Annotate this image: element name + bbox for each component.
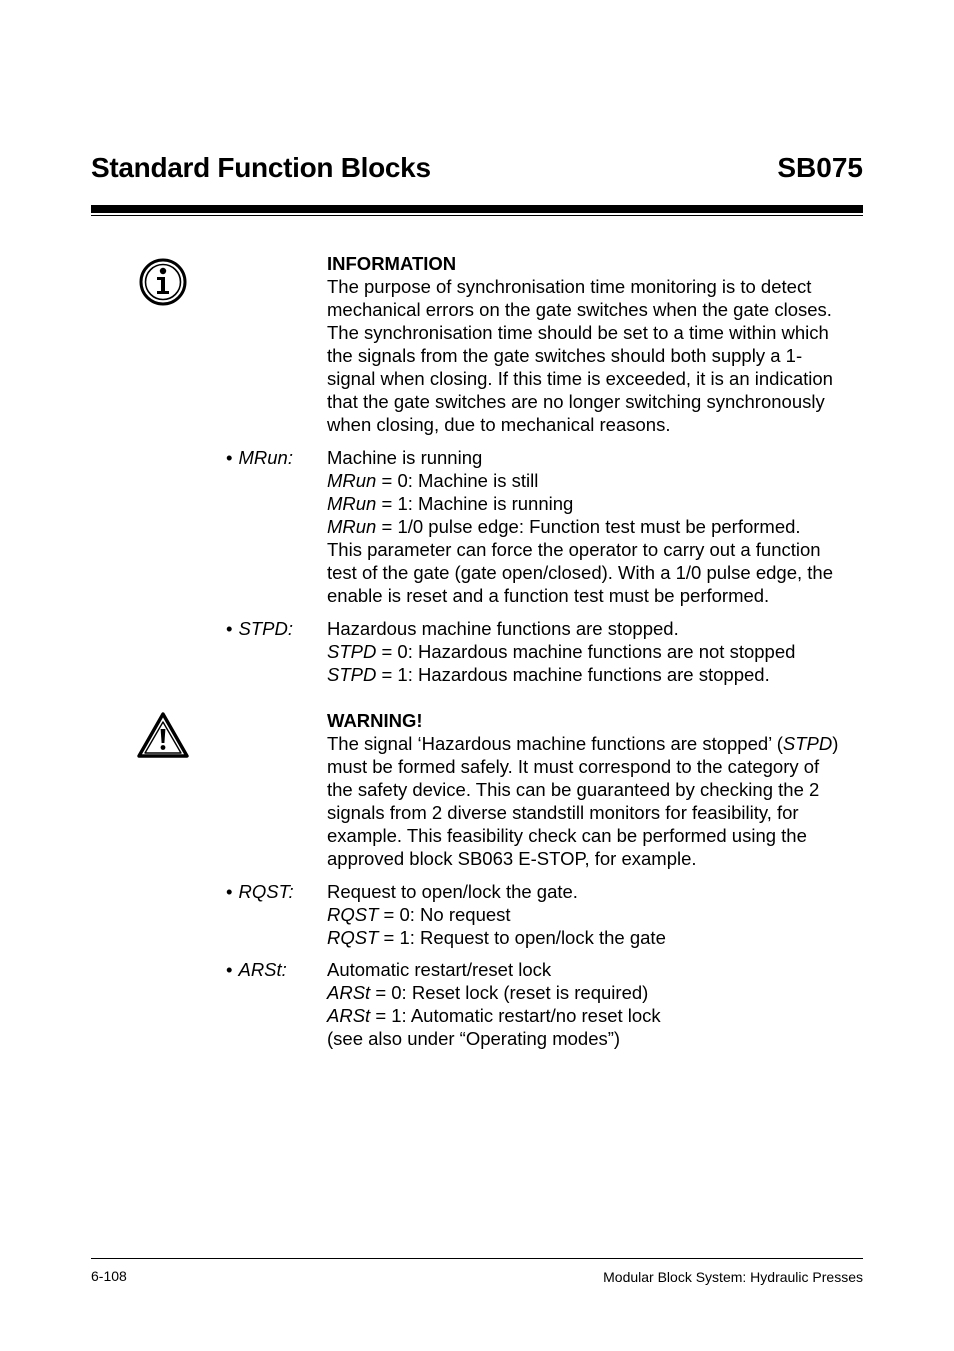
header-rule-thick bbox=[91, 205, 863, 213]
param-value bbox=[327, 1004, 867, 1027]
param-value bbox=[327, 663, 867, 686]
page-number: 6-108 bbox=[91, 1268, 127, 1284]
param-desc: Machine is running bbox=[327, 447, 483, 468]
param-value bbox=[327, 469, 867, 492]
param-value-text: = 1: Request to open/lock the gate bbox=[378, 927, 666, 948]
param-symbol: STPD bbox=[327, 664, 377, 685]
param-note: test of the gate (gate open/closed). With a 1/0 pulse edge, the bbox=[327, 562, 833, 583]
param-note: This parameter can force the operator to carry out a function bbox=[327, 539, 821, 560]
warning-heading: WARNING! bbox=[327, 710, 423, 731]
param-name: RQST: bbox=[238, 881, 294, 902]
param-symbol: MRun bbox=[327, 516, 377, 537]
info-line: The purpose of synchronisation time monitoring is to detect bbox=[327, 276, 812, 297]
param-symbol: ARSt bbox=[327, 1005, 371, 1026]
param-value bbox=[327, 515, 867, 538]
param-value-text: = 1: Machine is running bbox=[376, 493, 574, 514]
warning-symbol: STPD bbox=[782, 733, 833, 754]
param-symbol: MRun bbox=[327, 470, 377, 491]
param-value bbox=[327, 640, 867, 663]
param-block-rqst bbox=[327, 880, 867, 949]
bullet: • bbox=[226, 881, 233, 902]
param-value-text: = 0: Hazardous machine functions are not stopped bbox=[376, 641, 796, 662]
info-icon bbox=[136, 255, 190, 309]
warning-text: ) bbox=[832, 733, 839, 754]
page-title: Standard Function Blocks bbox=[91, 152, 431, 183]
param-value-text: = 1/0 pulse edge: Function test must be performed. bbox=[376, 516, 801, 537]
bullet: • bbox=[226, 618, 233, 639]
param-symbol: STPD bbox=[327, 641, 377, 662]
param-value-text: = 1: Automatic restart/no reset lock bbox=[370, 1005, 661, 1026]
block-code: SB075 bbox=[777, 152, 863, 183]
param-note: (see also under “Operating modes”) bbox=[327, 1028, 621, 1049]
param-block-arst bbox=[327, 958, 867, 1050]
param-name: ARSt: bbox=[238, 959, 287, 980]
param-value-text: = 0: Reset lock (reset is required) bbox=[370, 982, 649, 1003]
param-symbol: RQST bbox=[327, 927, 379, 948]
param-desc: Automatic restart/reset lock bbox=[327, 959, 552, 980]
param-symbol: RQST bbox=[327, 904, 379, 925]
info-line: that the gate switches are no longer switching synchronously bbox=[327, 391, 825, 412]
info-heading: INFORMATION bbox=[327, 253, 457, 274]
param-value-text: = 1: Hazardous machine functions are stopped. bbox=[376, 664, 770, 685]
param-value-text: = 0: No request bbox=[378, 904, 511, 925]
param-block-mrun bbox=[327, 446, 867, 607]
param-label-stpd bbox=[226, 617, 293, 640]
warning-line: the safety device. This can be guaranteed by checking the 2 bbox=[327, 779, 820, 800]
param-value bbox=[327, 981, 867, 1004]
param-block-stpd bbox=[327, 617, 867, 686]
warning-line: must be formed safely. It must correspond to the category of bbox=[327, 756, 820, 777]
param-name: MRun: bbox=[238, 447, 293, 468]
param-value bbox=[327, 926, 867, 949]
warning-line: approved block SB063 E-STOP, for example. bbox=[327, 848, 697, 869]
warning-line: example. This feasibility check can be performed using the bbox=[327, 825, 807, 846]
param-value bbox=[327, 492, 867, 515]
param-symbol: MRun bbox=[327, 493, 377, 514]
param-label-rqst bbox=[226, 880, 294, 903]
header-rule-thin bbox=[91, 215, 863, 216]
info-line: the signals from the gate switches should both supply a 1- bbox=[327, 345, 803, 366]
warning-line: signals from 2 diverse standstill monitors for feasibility, for bbox=[327, 802, 799, 823]
warning-block bbox=[327, 709, 867, 870]
info-line: signal when closing. If this time is exceeded, it is an indication bbox=[327, 368, 833, 389]
param-label-mrun bbox=[226, 446, 293, 469]
warning-text: The signal ‘Hazardous machine functions are stopped’ ( bbox=[327, 733, 783, 754]
page-header bbox=[91, 152, 863, 192]
info-line: The synchronisation time should be set to a time within which bbox=[327, 322, 829, 343]
info-line: mechanical errors on the gate switches when the gate closes. bbox=[327, 299, 832, 320]
footer-rule bbox=[91, 1258, 863, 1259]
info-line: when closing, due to mechanical reasons. bbox=[327, 414, 671, 435]
param-symbol: ARSt bbox=[327, 982, 371, 1003]
param-desc: Request to open/lock the gate. bbox=[327, 881, 578, 902]
warning-icon bbox=[136, 710, 190, 764]
bullet: • bbox=[226, 959, 233, 980]
document-title: Modular Block System: Hydraulic Presses bbox=[603, 1269, 863, 1285]
info-block bbox=[327, 252, 867, 436]
param-value bbox=[327, 903, 867, 926]
param-note: enable is reset and a function test must be performed. bbox=[327, 585, 770, 606]
param-label-arst bbox=[226, 958, 287, 981]
param-desc: Hazardous machine functions are stopped. bbox=[327, 618, 679, 639]
param-name: STPD: bbox=[238, 618, 293, 639]
param-value-text: = 0: Machine is still bbox=[376, 470, 539, 491]
warning-line bbox=[327, 732, 867, 755]
bullet: • bbox=[226, 447, 233, 468]
